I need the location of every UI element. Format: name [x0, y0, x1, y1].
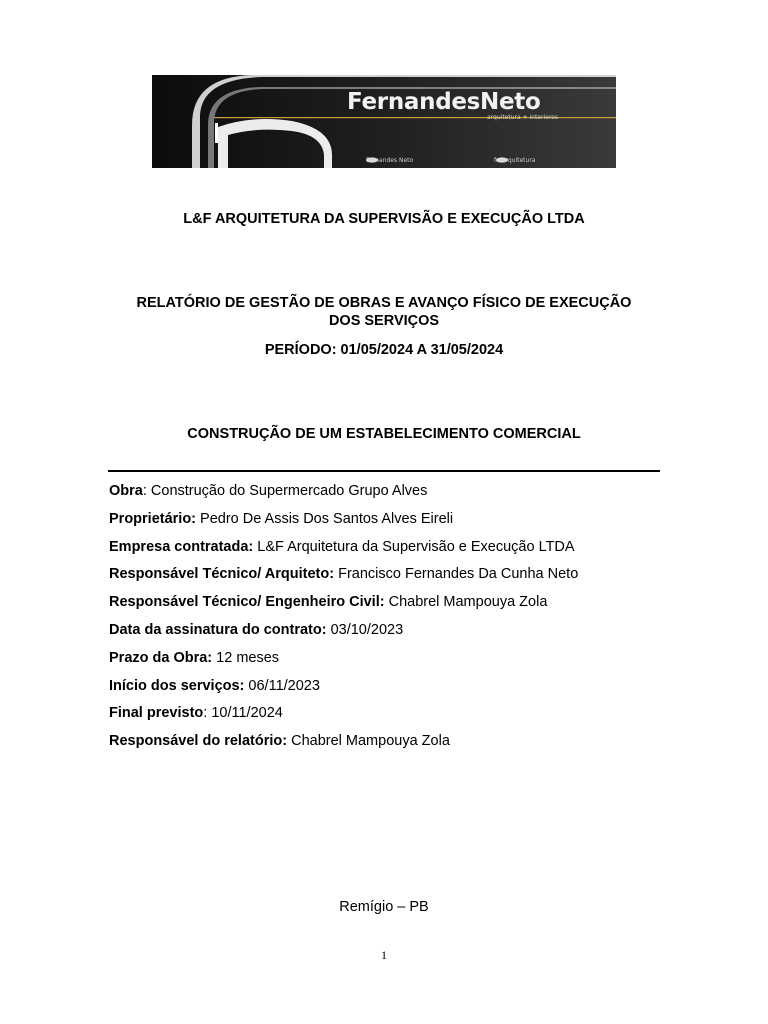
- detail-value: 10/11/2024: [211, 705, 283, 722]
- detail-item-final-previsto: [109, 704, 669, 732]
- detail-value: Francisco Fernandes Da Cunha Neto: [338, 566, 579, 583]
- logo-tagline: arquitetura + interiores: [487, 114, 558, 121]
- project-details-list: [109, 482, 669, 760]
- company-name: L&F ARQUITETURA DA SUPERVISÃO E EXECUÇÃO LTDA: [183, 211, 585, 227]
- report-title-line-1: RELATÓRIO DE GESTÃO DE OBRAS E AVANÇO FÍSICO DE EXECUÇÃO: [136, 295, 632, 311]
- detail-value: 03/10/2023: [330, 621, 404, 638]
- detail-label: Data da assinatura do contrato:: [109, 621, 327, 638]
- detail-label: Empresa contratada:: [109, 538, 254, 555]
- detail-value: Pedro De Assis Dos Santos Alves Eireli: [200, 510, 454, 527]
- detail-label: Final previsto: [109, 705, 204, 722]
- detail-label: Prazo da Obra:: [109, 649, 213, 666]
- detail-value: 12 meses: [216, 649, 280, 666]
- detail-item-data-assinatura: [109, 621, 669, 649]
- detail-item-responsavel-arquiteto: [109, 565, 669, 593]
- detail-value: Construção do Supermercado Grupo Alves: [150, 483, 428, 499]
- detail-item-empresa-contratada: [109, 538, 669, 566]
- detail-item-obra: [109, 482, 669, 510]
- detail-separator: :: [203, 705, 212, 722]
- company-logo: [152, 75, 616, 168]
- logo-contact-1: Fernandes Neto: [366, 157, 414, 164]
- project-subject: CONSTRUÇÃO DE UM ESTABELECIMENTO COMERCIAL: [187, 426, 581, 442]
- detail-label: Proprietário:: [109, 510, 197, 527]
- detail-label: Início dos serviços:: [109, 677, 245, 694]
- detail-value: 06/11/2023: [248, 677, 320, 694]
- logo-contact-2: fn.arquitetura: [494, 157, 536, 164]
- detail-value: Chabrel Mampouya Zola: [291, 733, 450, 750]
- detail-item-proprietario: [109, 510, 669, 538]
- detail-item-prazo: [109, 649, 669, 677]
- detail-separator: :: [142, 483, 151, 499]
- detail-label: Responsável Técnico/ Arquiteto:: [109, 566, 335, 583]
- detail-item-responsavel-relatorio: [109, 732, 669, 760]
- detail-label: Responsável Técnico/ Engenheiro Civil:: [109, 594, 385, 611]
- detail-label: Responsável do relatório:: [109, 733, 288, 750]
- report-title: [100, 294, 668, 330]
- document-location: Remígio – PB: [339, 899, 429, 915]
- detail-value: L&F Arquitetura da Supervisão e Execução LTDA: [257, 538, 575, 555]
- section-divider: [108, 470, 660, 472]
- report-title-line-2: DOS SERVIÇOS: [328, 313, 440, 329]
- detail-label: Obra: [109, 483, 143, 499]
- detail-value: Chabrel Mampouya Zola: [388, 594, 548, 611]
- page-number: 1: [381, 948, 387, 962]
- detail-item-inicio: [109, 677, 669, 705]
- report-period: PERÍODO: 01/05/2024 A 31/05/2024: [264, 342, 504, 358]
- detail-item-responsavel-engenheiro: [109, 593, 669, 621]
- logo-brand-text: FernandesNeto: [347, 89, 541, 115]
